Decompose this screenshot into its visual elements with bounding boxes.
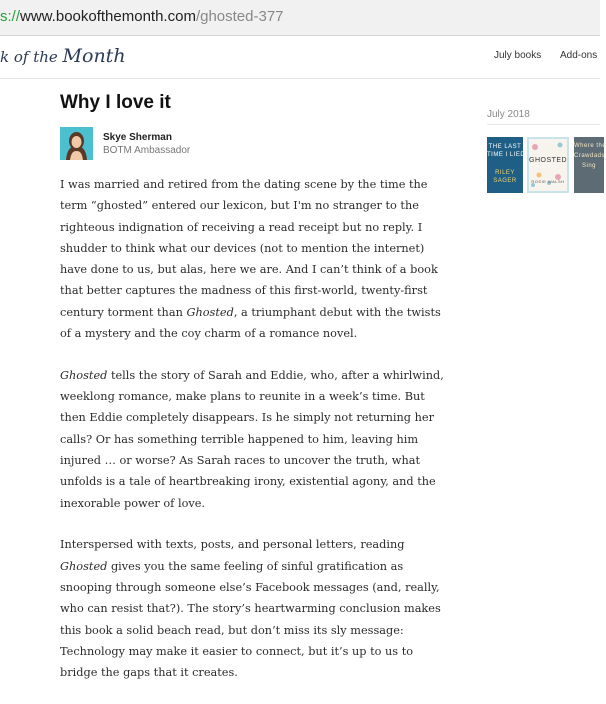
nav-add-ons[interactable]: Add-ons [560, 50, 598, 61]
p3-text-a: Interspersed with texts, posts, and personal letters, reading [60, 538, 405, 552]
url-text[interactable] [0, 8, 284, 25]
month-label: July 2018 [487, 109, 530, 120]
logo-middle: of the [9, 48, 63, 66]
book-title-ref: Ghosted [186, 305, 234, 319]
site-header [0, 36, 600, 79]
author-role: BOTM Ambassador [103, 145, 191, 156]
author-name[interactable]: Skye Sherman [103, 132, 172, 143]
p3-text-b: gives you the same feeling of sinful gratification as snooping through someone else’s Facebook messages (and, really, who can resist that?). The story’s heartwarming conclusion makes this book a solid beach read, but don’t miss its sly message: Technology may make it easier to connect, but it’s up to us to bridge the gaps that it creates. [60, 559, 441, 680]
url-domain: www.bookofthemonth.com [20, 8, 196, 25]
cover-text: THE LAST [488, 144, 522, 150]
book-cover-ghosted[interactable] [527, 137, 569, 193]
cover-text: GHOSTED [529, 157, 568, 164]
cover-text: TIME I LIED [487, 152, 526, 158]
book-title-ref: Ghosted [60, 559, 108, 573]
paragraph-1 [60, 174, 450, 344]
avatar-image [60, 127, 93, 160]
cover-text: Crawdads [574, 153, 606, 159]
book-title-ref: Ghosted [60, 368, 108, 382]
p1-text-b: , a triumphant debut with the twists of a mystery and the coy charm of a romance novel. [60, 305, 441, 341]
cover-text: ROSIE WALSH [531, 179, 565, 184]
url-scheme: s:// [0, 8, 21, 25]
site-logo[interactable] [0, 45, 126, 67]
paragraph-2 [60, 365, 450, 514]
p1-text-a: I was married and retired from the dating scene by the time the term “ghosted” entered our lexicon, but I'm no stranger to the righteous indignation of receiving a read receipt but no reply. I shudder to think what our devices (not to mention the internet) have done to us, but alas, here we are. And I can’t think of a book that better captures the madness of this first-world, twenty-first century torment than [60, 178, 438, 319]
cover-text: Where the [574, 143, 606, 149]
logo-prefix: k [0, 48, 10, 66]
page-title: Why I love it [60, 92, 171, 113]
cover-text: RILEY [495, 170, 515, 176]
logo-word: Month [62, 45, 126, 67]
browser-url-bar[interactable] [0, 0, 600, 36]
book-cover-crawdads[interactable] [574, 137, 604, 193]
cover-text: SAGER [493, 178, 517, 184]
url-path: /ghosted-377 [195, 8, 284, 25]
paragraph-3 [60, 534, 450, 683]
book-cover-last-time-i-lied[interactable] [487, 137, 526, 193]
nav-july-books[interactable]: July books [494, 50, 542, 61]
p2-text-a: tells the story of Sarah and Eddie, who, after a whirlwind, weeklong romance, make plans to reunite in a week’s time. But then Eddie completely disappears. Is he simply not returning her calls? Or has something terrible happened to him, leaving him injured … or worse? As Sarah races to uncover the truth, what unfolds is a tale of heartbreaking irony, existential agony, and the inexorable power of love. [60, 368, 444, 510]
cover-text: Sing [581, 163, 596, 169]
avatar[interactable] [60, 127, 93, 160]
divider [487, 124, 600, 125]
article-body [60, 174, 450, 704]
